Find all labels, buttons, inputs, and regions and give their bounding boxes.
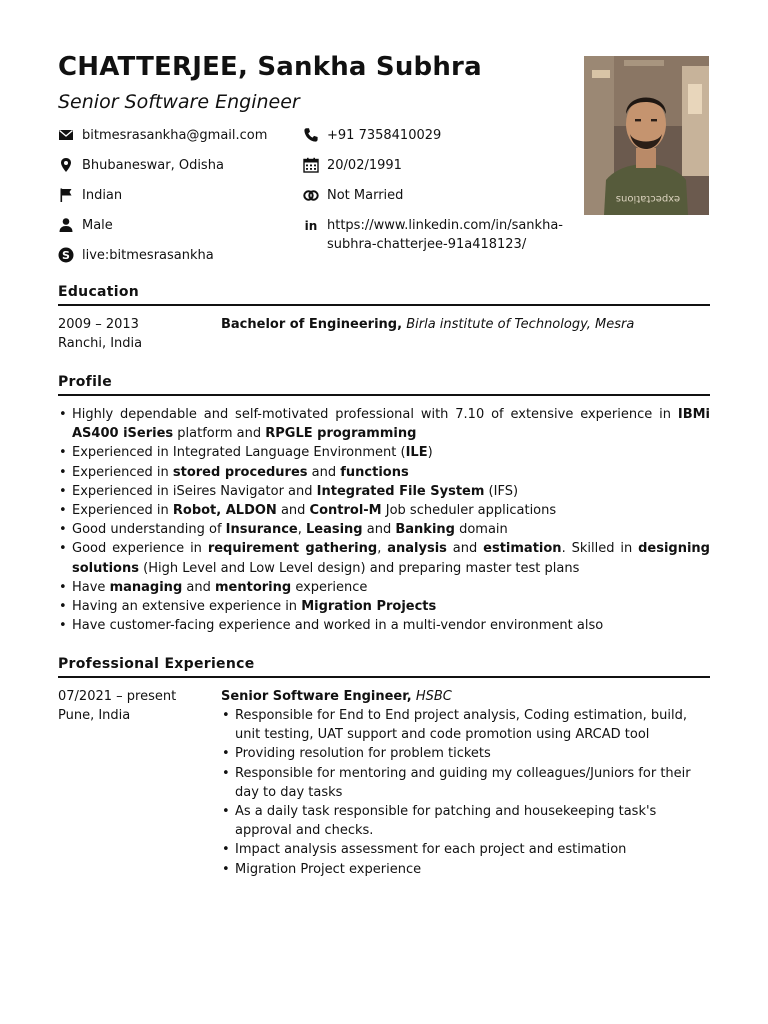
profile-item-text: Experienced in Integrated Language Environment (: [72, 445, 406, 461]
profile-item: [58, 616, 710, 635]
experience-item: • As a daily task responsible for patching and housekeeping task's approval and checks.: [221, 802, 697, 840]
profile-item-text: designing solutions: [72, 541, 710, 576]
profile-item-text: Have: [72, 579, 110, 595]
profile-photo: [584, 56, 709, 215]
envelope-icon: [58, 127, 74, 143]
contact-nationality: [58, 186, 122, 205]
profile-item: [58, 463, 710, 482]
marital-text: Not Married: [327, 188, 404, 203]
contact-skype[interactable]: [58, 246, 214, 265]
experience-section: [58, 656, 710, 678]
experience-item: • Providing resolution for problem tickets: [221, 744, 697, 763]
education-entry: [221, 315, 634, 334]
profile-item: [58, 405, 710, 443]
experience-heading: Professional Experience: [58, 656, 710, 678]
profile-item-text: and: [307, 464, 341, 480]
profile-item-text: Insurance: [225, 522, 298, 538]
skype-text: live:bitmesrasankha: [82, 248, 214, 263]
profile-item-text: functions: [340, 464, 409, 480]
linkedin-icon: [303, 217, 319, 233]
profile-item-text: managing: [109, 579, 183, 595]
profile-item-text: domain: [454, 522, 508, 538]
profile-item-text: RPGLE programming: [265, 426, 417, 442]
person-icon: [58, 217, 74, 233]
profile-item-text: and: [446, 541, 484, 557]
education-place: Ranchi, India: [58, 336, 143, 351]
contact-marital: [303, 186, 403, 205]
profile-item-text: platform and: [173, 426, 266, 442]
experience-item: • Impact analysis assessment for each project and estimation: [221, 840, 697, 859]
nationality-text: Indian: [82, 188, 123, 203]
profile-item-text: ): [427, 445, 433, 461]
profile-item: [58, 443, 710, 462]
location-text: Bhubaneswar, Odisha: [82, 158, 224, 173]
dob-text: 20/02/1991: [327, 158, 402, 173]
profile-item-text: Experienced in: [72, 464, 173, 480]
profile-item: [58, 482, 710, 501]
profile-item-text: IBMi AS400 iSeries: [72, 407, 710, 442]
experience-role-line: [221, 687, 452, 706]
company: HSBC: [415, 689, 452, 704]
profile-item-text: mentoring: [214, 579, 292, 595]
profile-item-text: Experienced in iSeires Navigator and: [72, 483, 317, 499]
contact-phone[interactable]: [303, 126, 441, 145]
calendar-icon: [303, 157, 319, 173]
profile-item-text: Job scheduler applications: [381, 503, 557, 519]
contact-linkedin[interactable]: [303, 216, 567, 254]
profile-item: [58, 578, 710, 597]
linkedin-text: https://www.linkedin.com/in/sankha-subhra-chatterjee-91a418123/: [327, 218, 563, 252]
profile-item-text: Migration Projects: [301, 599, 437, 615]
phone-icon: [303, 127, 319, 143]
experience-item: • Responsible for mentoring and guiding my colleagues/Juniors for their day to day tasks: [221, 764, 697, 802]
profile-item-text: Good experience in: [72, 541, 208, 557]
profile-item-text: ILE: [405, 445, 428, 461]
gender-text: Male: [82, 218, 113, 233]
degree: Bachelor of Engineering,: [221, 317, 403, 332]
profile-item: [58, 597, 710, 616]
rings-icon: [303, 187, 319, 203]
profile-item-text: experience: [291, 579, 368, 595]
experience-dates: 07/2021 – present: [58, 689, 177, 704]
profile-item-text: Good understanding of: [72, 522, 226, 538]
profile-heading: Profile: [58, 374, 710, 396]
profile-item-text: ,: [377, 541, 388, 557]
contact-location: [58, 156, 224, 175]
map-pin-icon: [58, 157, 74, 173]
contact-dob: [303, 156, 402, 175]
profile-item-text: Having an extensive experience in: [72, 599, 302, 615]
education-heading: Education: [58, 284, 710, 306]
experience-list: [221, 706, 697, 879]
profile-item-text: stored procedures: [172, 464, 308, 480]
flag-icon: [58, 187, 74, 203]
profile-item: [58, 539, 710, 577]
profile-item-text: and: [182, 579, 215, 595]
profile-item-text: and: [362, 522, 396, 538]
contact-gender: [58, 216, 113, 235]
experience-item: • Migration Project experience: [221, 860, 697, 879]
shirt-text: expectations: [615, 193, 681, 204]
profile-item-text: Have customer-facing experience and worked in a multi-vendor environment also: [72, 618, 604, 634]
education-dates: 2009 – 2013: [58, 317, 139, 332]
profile-item: [58, 520, 710, 539]
profile-item-text: and: [276, 503, 310, 519]
experience-place: Pune, India: [58, 708, 131, 723]
profile-list: [58, 405, 710, 635]
profile-item-text: Control-M: [309, 503, 382, 519]
education-section: [58, 284, 710, 306]
svg-text:S: S: [62, 249, 70, 262]
skype-icon: [58, 247, 74, 263]
profile-section: [58, 374, 710, 396]
profile-item-text: Leasing: [305, 522, 363, 538]
email-text: bitmesrasankha@gmail.com: [82, 128, 268, 143]
profile-item-text: Integrated File System: [316, 483, 485, 499]
profile-item-text: (IFS): [484, 483, 519, 499]
job-title: Senior Software Engineer: [58, 91, 300, 113]
profile-item-text: Highly dependable and self-motivated professional with 7.10 of extensive experience in: [72, 407, 678, 422]
profile-item-text: ,: [297, 522, 306, 538]
profile-item-text: analysis: [387, 541, 447, 557]
profile-item-text: requirement gathering: [207, 541, 378, 557]
role: Senior Software Engineer,: [221, 689, 412, 704]
profile-item: [58, 501, 710, 520]
profile-item-text: Banking: [395, 522, 455, 538]
contact-email[interactable]: [58, 126, 267, 145]
phone-text: +91 7358410029: [327, 128, 442, 143]
institution: Birla institute of Technology, Mesra: [406, 317, 635, 332]
candidate-name: CHATTERJEE, Sankha Subhra: [58, 52, 482, 82]
profile-item-text: . Skilled in: [561, 541, 639, 557]
experience-item: • Responsible for End to End project analysis, Coding estimation, build, unit testing, UAT support and code promotion using ARCAD tool: [221, 706, 697, 744]
svg-text:in: in: [304, 219, 318, 233]
profile-item-text: Experienced in: [72, 503, 173, 519]
profile-item-text: Robot, ALDON: [172, 503, 277, 519]
profile-item-text: estimation: [483, 541, 562, 557]
profile-item-text: (High Level and Low Level design) and preparing master test plans: [138, 560, 580, 576]
